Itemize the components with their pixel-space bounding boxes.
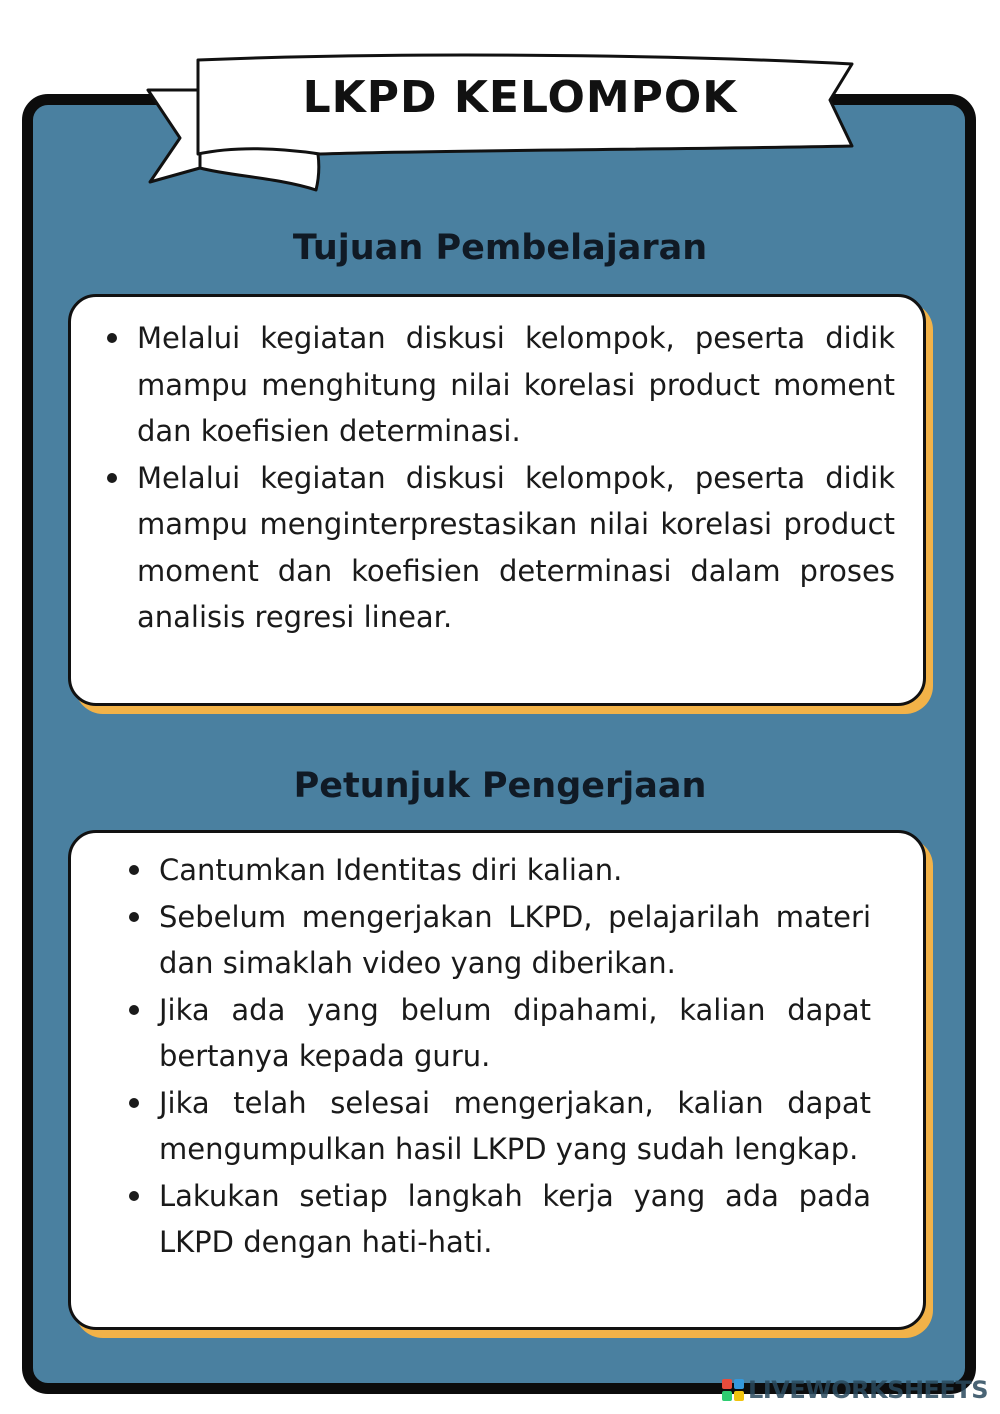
tujuan-card: [68, 294, 926, 706]
list-item: Jika telah selesai mengerjakan, kalian dapat mengumpulkan hasil LKPD yang sudah lengkap.: [159, 1080, 871, 1173]
list-item: Sebelum mengerjakan LKPD, pelajarilah materi dan simaklah video yang diberikan.: [159, 894, 871, 987]
section-heading-petunjuk: Petunjuk Pengerjaan: [293, 766, 707, 806]
liveworksheets-logo-icon: [722, 1379, 744, 1401]
bullet-icon: [129, 865, 139, 875]
list-item: Jika ada yang belum dipahami, kalian dapat bertanya kepada guru.: [159, 987, 871, 1080]
petunjuk-card: [68, 830, 926, 1330]
bullet-icon: [107, 473, 117, 483]
watermark-text: LIVEWORKSHEETS: [748, 1376, 988, 1404]
liveworksheets-watermark: [722, 1375, 988, 1405]
bullet-icon: [129, 912, 139, 922]
bullet-icon: [129, 1005, 139, 1015]
list-item: Melalui kegiatan diskusi kelompok, peserta didik mampu menghitung nilai korelasi product moment dan koefisien determinasi.: [137, 315, 895, 455]
petunjuk-list: [159, 847, 871, 1266]
list-item: Melalui kegiatan diskusi kelompok, peserta didik mampu menginterprestasikan nilai korelasi product moment dan koefisien determinasi dalam proses analisis regresi linear.: [137, 455, 895, 641]
tujuan-list: [137, 315, 895, 641]
bullet-icon: [129, 1098, 139, 1108]
page-title: LKPD KELOMPOK: [302, 72, 738, 123]
list-item: Lakukan setiap langkah kerja yang ada pada LKPD dengan hati-hati.: [159, 1173, 871, 1266]
bullet-icon: [107, 333, 117, 343]
bullet-icon: [129, 1191, 139, 1201]
list-item: Cantumkan Identitas diri kalian.: [159, 847, 871, 894]
section-heading-tujuan: Tujuan Pembelajaran: [292, 228, 708, 268]
